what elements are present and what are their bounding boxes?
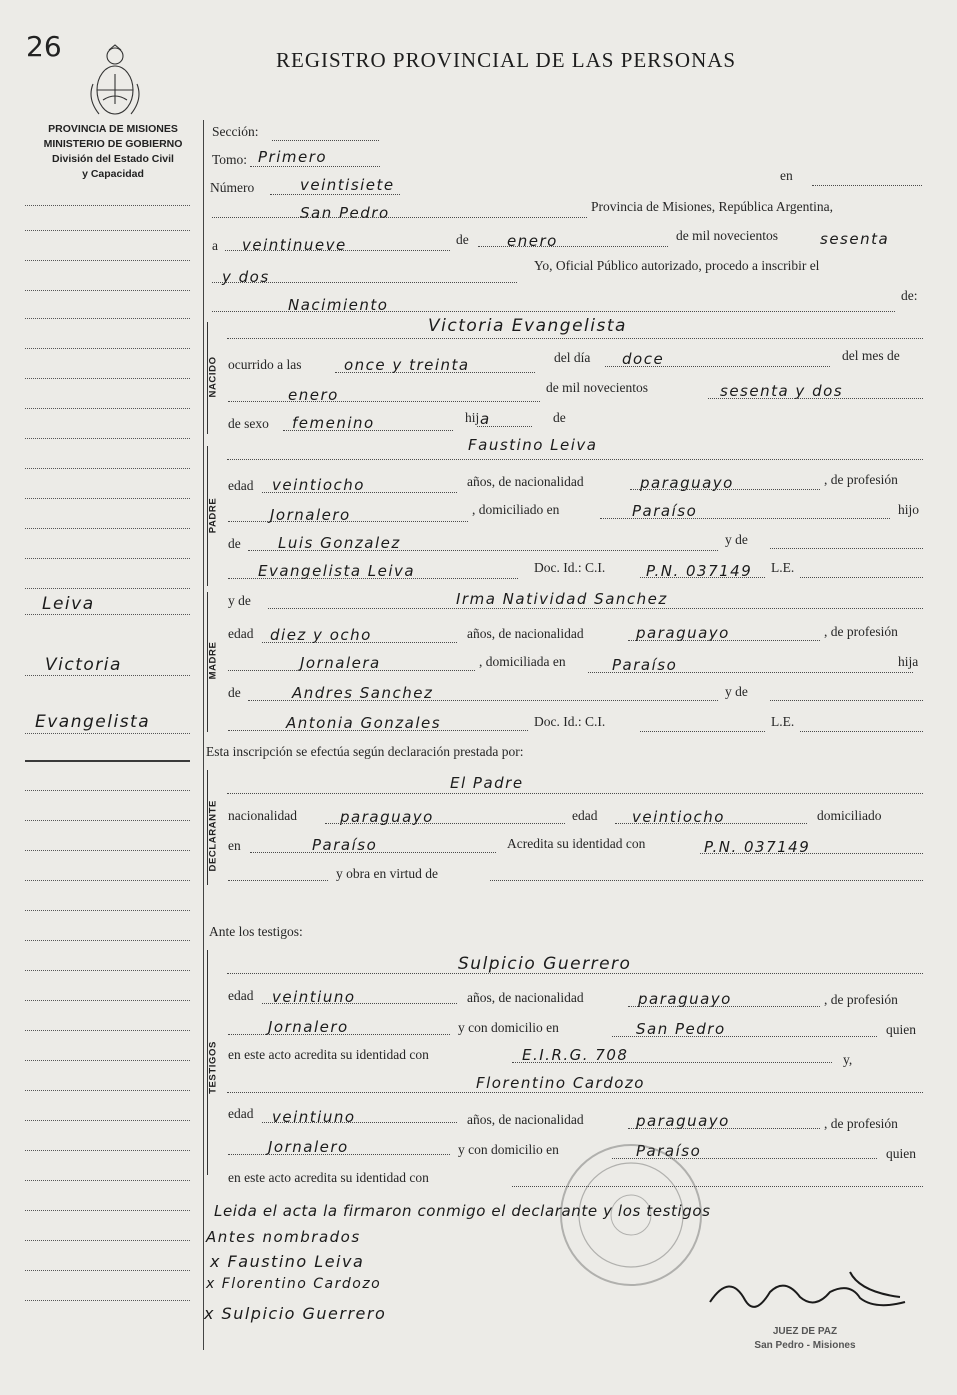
label-t2-quien: quien bbox=[886, 1146, 916, 1161]
label-padre-doc: Doc. Id.: C.I. bbox=[534, 560, 606, 575]
label-padre-profesion: , de profesión bbox=[824, 472, 898, 487]
value-t2-prof: Jornalero bbox=[268, 1138, 349, 1156]
label-t1-en-este-acto: en este acto acredita su identidad con bbox=[228, 1047, 429, 1062]
label-hija: hija bbox=[898, 654, 919, 669]
value-madre-padre: Andres Sanchez bbox=[292, 684, 434, 702]
value-madre-nombre: Irma Natividad Sanchez bbox=[456, 590, 668, 608]
value-padre-nac: paraguayo bbox=[640, 474, 734, 492]
label-esta-inscripcion: Esta inscripción se efectúa según declaración prestada por: bbox=[206, 744, 524, 759]
label-padre-anios: años, de nacionalidad bbox=[467, 474, 584, 489]
label-a: a bbox=[212, 238, 218, 253]
value-mes: enero bbox=[507, 232, 558, 250]
value-madre-madre: Antonia Gonzales bbox=[286, 714, 442, 732]
side-label-testigos: TESTIGOS bbox=[207, 1041, 219, 1094]
value-madre-dom: Paraíso bbox=[612, 656, 678, 674]
label-del-mes: del mes de bbox=[842, 348, 900, 363]
stamp-line-2: San Pedro - Misiones bbox=[754, 1340, 856, 1351]
value-t2-nombre: Florentino Cardozo bbox=[476, 1074, 645, 1092]
label-hij: hij bbox=[465, 410, 480, 425]
label-yo-oficial: Yo, Oficial Público autorizado, procedo a inscribir el bbox=[534, 258, 820, 273]
value-padre-edad: veintiocho bbox=[272, 476, 365, 494]
label-madre-profesion: , de profesión bbox=[824, 624, 898, 639]
label-t1-domicilio: y con domicilio en bbox=[458, 1020, 559, 1035]
label-de-mil: de mil novecientos bbox=[676, 228, 778, 243]
label-madre-le: L.E. bbox=[771, 714, 795, 729]
side-label-declarante: DECLARANTE bbox=[207, 800, 219, 872]
label-padre-edad: edad bbox=[228, 478, 254, 493]
value-sexo: femenino bbox=[292, 414, 375, 432]
margin-second-name: Evangelista bbox=[35, 712, 151, 732]
registry-title: REGISTRO PROVINCIAL DE LAS PERSONAS bbox=[276, 48, 737, 72]
label-t1-profesion: , de profesión bbox=[824, 992, 898, 1007]
value-t1-nombre: Sulpicio Guerrero bbox=[458, 954, 632, 974]
label-provincia: Provincia de Misiones, República Argentina, bbox=[591, 199, 833, 214]
value-padre-nombre: Faustino Leiva bbox=[468, 436, 598, 454]
label-decl-acredita: Acredita su identidad con bbox=[507, 836, 646, 851]
label-t1-edad: edad bbox=[228, 988, 254, 1003]
label-decl-nacionalidad: nacionalidad bbox=[228, 808, 297, 823]
label-t2-en-este-acto: en este acto acredita su identidad con bbox=[228, 1170, 429, 1185]
value-madre-prof: Jornalera bbox=[300, 654, 381, 672]
value-padre-madre: Evangelista Leiva bbox=[258, 562, 416, 580]
value-t2-dom: Paraíso bbox=[636, 1142, 702, 1160]
label-decl-edad: edad bbox=[572, 808, 598, 823]
value-nombre: Victoria Evangelista bbox=[428, 316, 627, 336]
office-block bbox=[28, 122, 198, 182]
value-tipo-acta: Nacimiento bbox=[288, 296, 389, 314]
signature-1: x Faustino Leiva bbox=[210, 1252, 365, 1271]
closing-line-2: Antes nombrados bbox=[206, 1228, 361, 1246]
value-padre-dom: Paraíso bbox=[632, 502, 698, 520]
value-tomo: Primero bbox=[258, 148, 328, 166]
label-tomo: Tomo: bbox=[212, 152, 248, 167]
label-t1-anios: años, de nacionalidad bbox=[467, 990, 584, 1005]
label-domiciliada: , domiciliada en bbox=[479, 654, 566, 669]
label-madre-anios: años, de nacionalidad bbox=[467, 626, 584, 641]
value-dia: doce bbox=[622, 350, 665, 368]
label-madre-y-de-2: y de bbox=[725, 684, 748, 699]
value-t1-dom: San Pedro bbox=[636, 1020, 726, 1038]
value-hij-suffix: a bbox=[480, 410, 491, 428]
office-line-3: División del Estado Civil bbox=[52, 153, 174, 165]
label-t2-anios: años, de nacionalidad bbox=[467, 1112, 584, 1127]
value-t2-nac: paraguayo bbox=[636, 1112, 730, 1130]
label-domiciliado: , domiciliado en bbox=[472, 502, 560, 517]
label-de: de bbox=[456, 232, 469, 247]
office-line-1: PROVINCIA DE MISIONES bbox=[48, 123, 178, 135]
label-ante-testigos: Ante los testigos: bbox=[209, 924, 303, 939]
label-t1-quien: quien bbox=[886, 1022, 916, 1037]
office-line-2: MINISTERIO DE GOBIERNO bbox=[43, 138, 183, 150]
value-t2-edad: veintiuno bbox=[272, 1108, 356, 1126]
value-dia-letra: veintinueve bbox=[242, 236, 347, 254]
margin-first-name: Victoria bbox=[45, 655, 122, 675]
value-madre-edad: diez y ocho bbox=[270, 626, 372, 644]
label-t1-y: y, bbox=[843, 1052, 853, 1067]
value-anio-1: sesenta bbox=[820, 230, 890, 248]
value-t1-prof: Jornalero bbox=[268, 1018, 349, 1036]
label-padre-y-de: y de bbox=[725, 532, 748, 547]
label-numero: Número bbox=[210, 180, 255, 195]
value-t1-edad: veintiuno bbox=[272, 988, 356, 1006]
value-padre-prof: Jornalero bbox=[270, 506, 351, 524]
label-de-mil-2: de mil novecientos bbox=[546, 380, 648, 395]
label-del-dia: del día bbox=[554, 350, 591, 365]
label-madre-de: de bbox=[228, 685, 241, 700]
label-t2-edad: edad bbox=[228, 1106, 254, 1121]
label-decl-domiciliado: domiciliado bbox=[817, 808, 882, 823]
value-t1-nac: paraguayo bbox=[638, 990, 732, 1008]
value-madre-nac: paraguayo bbox=[636, 624, 730, 642]
label-t2-profesion: , de profesión bbox=[824, 1116, 898, 1131]
label-de-sexo: de sexo bbox=[228, 416, 269, 431]
value-hora: once y treinta bbox=[344, 356, 470, 374]
value-declarante: El Padre bbox=[450, 774, 524, 792]
value-anio-nac: sesenta y dos bbox=[720, 382, 844, 400]
stamp-line-1: JUEZ DE PAZ bbox=[772, 1326, 838, 1337]
label-madre-y-de: y de bbox=[228, 593, 251, 608]
side-label-padre: PADRE bbox=[207, 497, 219, 534]
label-madre-doc: Doc. Id.: C.I. bbox=[534, 714, 606, 729]
label-de-colon: de: bbox=[901, 288, 918, 303]
label-de-2: de bbox=[553, 410, 566, 425]
label-padre-de: de bbox=[228, 536, 241, 551]
value-lugar: San Pedro bbox=[300, 204, 390, 222]
side-label-madre: MADRE bbox=[207, 641, 219, 680]
value-padre-padre: Luis Gonzalez bbox=[278, 534, 401, 552]
official-signature-icon bbox=[700, 1262, 920, 1322]
value-decl-doc: P.N. 037149 bbox=[704, 838, 811, 856]
column-divider bbox=[203, 120, 204, 1350]
value-t1-doc: E.I.R.G. 708 bbox=[522, 1046, 629, 1064]
label-ocurrido: ocurrido a las bbox=[228, 357, 302, 372]
closing-line-1: Leida el acta la firmaron conmigo el declarante y los testigos bbox=[214, 1202, 711, 1220]
side-label-nacido: NACIDO bbox=[207, 356, 219, 398]
signature-2: x Florentino Cardozo bbox=[206, 1276, 382, 1292]
judge-stamp bbox=[735, 1325, 875, 1353]
value-padre-doc: P.N. 037149 bbox=[646, 562, 753, 580]
value-decl-nac: paraguayo bbox=[340, 808, 434, 826]
label-t2-domicilio: y con domicilio en bbox=[458, 1142, 559, 1157]
office-line-4: y Capacidad bbox=[82, 168, 144, 180]
value-decl-edad: veintiocho bbox=[632, 808, 725, 826]
page-number: 26 bbox=[26, 30, 62, 63]
label-madre-edad: edad bbox=[228, 626, 254, 641]
signature-3: x Sulpicio Guerrero bbox=[204, 1304, 387, 1323]
value-mes-nac: enero bbox=[288, 386, 339, 404]
label-hijo: hijo bbox=[898, 502, 920, 517]
label-decl-en: en bbox=[228, 838, 241, 853]
margin-surname: Leiva bbox=[42, 594, 95, 614]
label-y-obra: y obra en virtud de bbox=[336, 866, 438, 881]
value-numero: veintisiete bbox=[300, 176, 395, 194]
coat-of-arms-icon bbox=[85, 44, 145, 120]
value-anio-2: y dos bbox=[222, 268, 270, 286]
label-en: en bbox=[780, 168, 793, 183]
label-padre-le: L.E. bbox=[771, 560, 795, 575]
label-seccion: Sección: bbox=[212, 124, 259, 139]
value-decl-en: Paraíso bbox=[312, 836, 378, 854]
